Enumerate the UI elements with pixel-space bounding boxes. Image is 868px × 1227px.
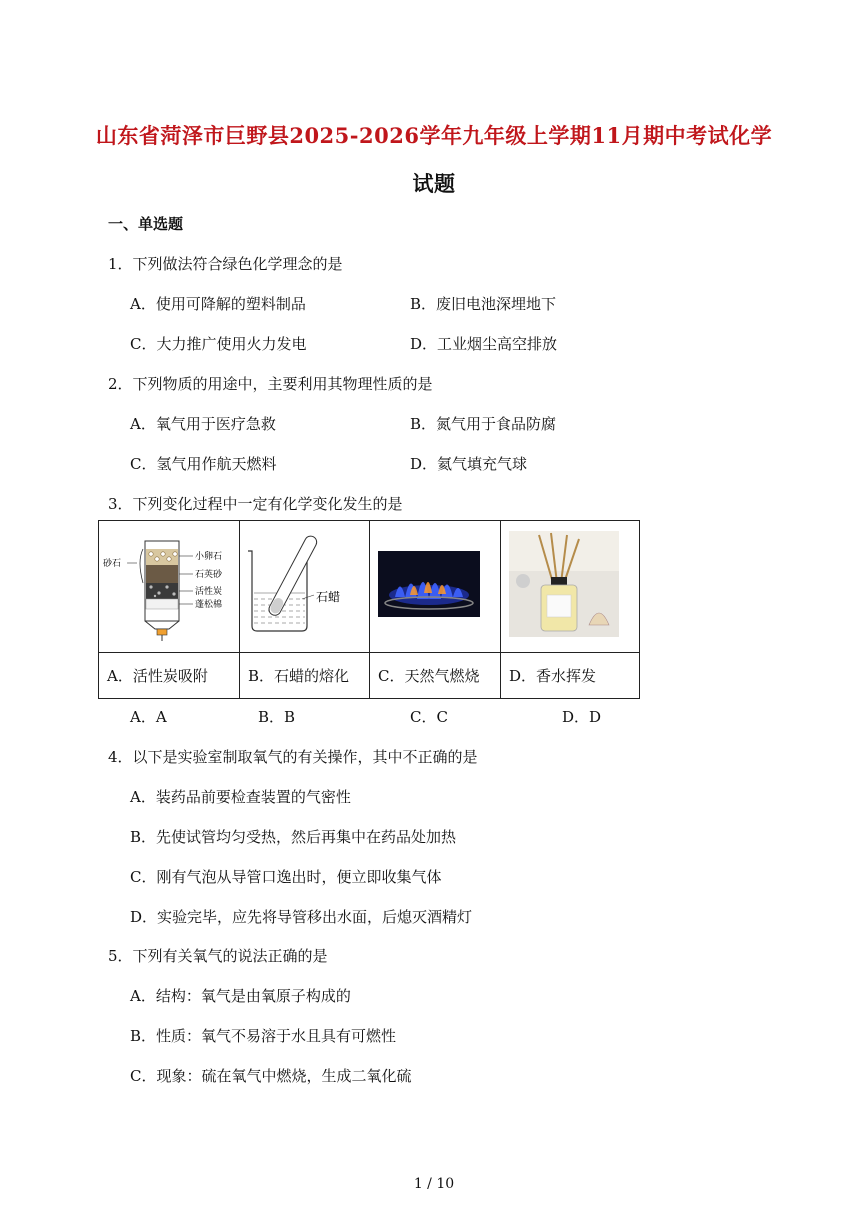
figure-gas-flame [370, 521, 501, 653]
filter-label-cotton: 蓬松棉 [195, 600, 223, 610]
question-2-option-d: D．氦气填充气球 [410, 455, 528, 473]
question-4-stem: 4．以下是实验室制取氧气的有关操作，其中不正确的是 [108, 748, 478, 766]
question-4-option-c: C．刚有气泡从导管口逸出时，便立即收集气体 [130, 868, 442, 886]
figure-caption-d: D．香水挥发 [501, 653, 640, 699]
document-title-line1: 山东省菏泽市巨野县2025-2026学年九年级上学期11月期中考试化学 [95, 123, 773, 148]
question-5-option-b: B．性质：氧气不易溶于水且具有可燃性 [130, 1027, 397, 1045]
question-1-stem: 1．下列做法符合绿色化学理念的是 [108, 255, 343, 273]
question-5-option-a: A．结构：氧气是由氧原子构成的 [130, 987, 351, 1005]
beaker-diagram [240, 521, 369, 648]
question-1-option-c: C．大力推广使用火力发电 [130, 335, 307, 353]
question-4-option-d: D．实验完毕，应先将导管移出水面，后熄灭酒精灯 [130, 908, 473, 926]
question-2-option-c: C．氢气用作航天燃料 [130, 455, 277, 473]
figure-perfume [501, 521, 640, 653]
question-3-option-b: B．B [258, 708, 296, 726]
question-1-option-d: D．工业烟尘高空排放 [410, 335, 558, 353]
question-1-option-a: A．使用可降解的塑料制品 [130, 295, 306, 313]
question-3-figure-table [98, 520, 640, 699]
question-3-option-d: D．D [562, 708, 602, 726]
section-heading: 一、单选题 [108, 215, 184, 233]
figure-caption-c: C．天然气燃烧 [370, 653, 501, 699]
filter-label-pebble: 小卵石 [195, 552, 223, 562]
filter-label-sand: 砂石 [103, 559, 122, 569]
question-5-option-c: C．现象：硫在氧气中燃烧，生成二氧化硫 [130, 1067, 412, 1085]
beaker-label-paraffin: 石蜡 [316, 590, 341, 604]
question-1-option-b: B．废旧电池深埋地下 [410, 295, 557, 313]
question-2-stem: 2．下列物质的用途中，主要利用其物理性质的是 [108, 375, 433, 393]
figure-caption-b: B．石蜡的熔化 [240, 653, 370, 699]
question-5-stem: 5．下列有关氧气的说法正确的是 [108, 947, 328, 965]
question-3-stem: 3．下列变化过程中一定有化学变化发生的是 [108, 495, 403, 513]
question-2-option-b: B．氮气用于食品防腐 [410, 415, 557, 433]
perfume-image [501, 521, 639, 648]
question-2-option-a: A．氧气用于医疗急救 [130, 415, 276, 433]
figure-water-filter [99, 521, 240, 653]
filter-label-quartz: 石英砂 [195, 570, 223, 580]
question-3-option-a: A．A [130, 708, 167, 726]
gas-flame-image [370, 521, 500, 648]
figure-paraffin-beaker [240, 521, 370, 653]
question-3-option-c: C．C [410, 708, 448, 726]
question-4-option-b: B．先使试管均匀受热，然后再集中在药品处加热 [130, 828, 457, 846]
page-number: 1 / 10 [413, 1176, 455, 1192]
question-4-option-a: A．装药品前要检查装置的气密性 [130, 788, 351, 806]
water-filter-diagram [99, 521, 239, 648]
document-title-line2: 试题 [412, 171, 456, 196]
filter-label-carbon: 活性炭 [195, 587, 223, 597]
figure-caption-a: A．活性炭吸附 [99, 653, 240, 699]
